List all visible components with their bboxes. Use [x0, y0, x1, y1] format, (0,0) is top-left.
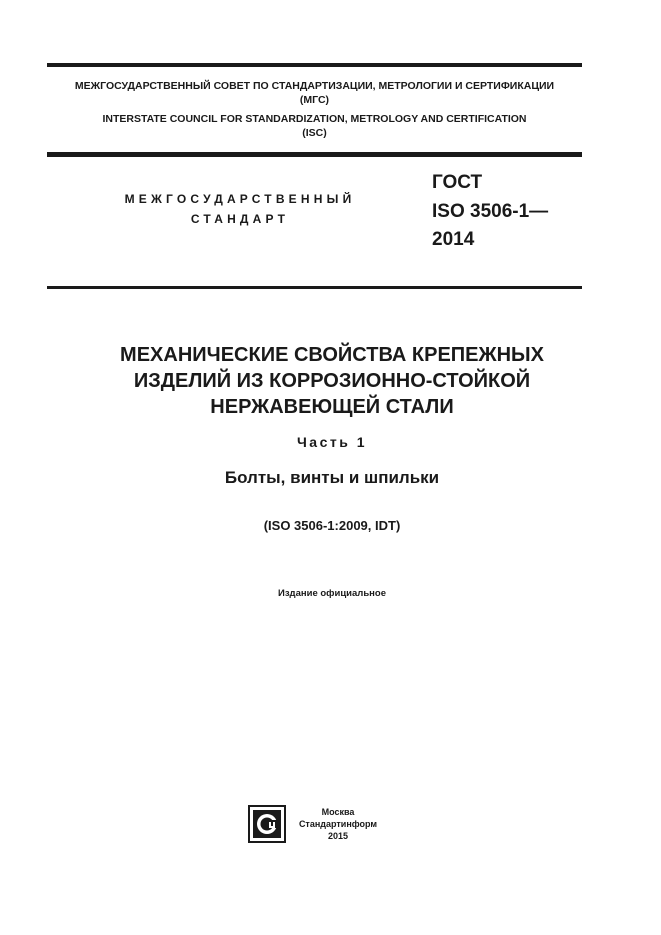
- middle-rule: [47, 152, 582, 157]
- council-abbr-en: (ISC): [302, 127, 327, 139]
- council-name-ru: МЕЖГОСУДАРСТВЕННЫЙ СОВЕТ ПО СТАНДАРТИЗАЦИИ, МЕТРОЛОГИИ И СЕРТИФИКАЦИИ: [74, 80, 555, 92]
- document-title-line-3: НЕРЖАВЕЮЩЕЙ СТАЛИ: [210, 396, 454, 418]
- part-number: Часть 1: [296, 434, 368, 450]
- publisher-name: Стандартинформ: [298, 819, 378, 829]
- lower-rule: [47, 286, 582, 289]
- iso-reference: (ISO 3506-1:2009, IDT): [263, 518, 401, 533]
- publisher-city: Москва: [321, 807, 355, 817]
- council-abbr-ru: (МГС): [299, 94, 330, 106]
- document-title-line-2: ИЗДЕЛИЙ ИЗ КОРРОЗИОННО-СТОЙКОЙ: [133, 370, 531, 392]
- gost-designation-line-3: 2014: [432, 229, 475, 250]
- edition-note: Издание официальное: [278, 588, 386, 599]
- standard-type-line-1: МЕЖГОСУДАРСТВЕННЫЙ: [124, 192, 356, 206]
- publication-year: 2015: [327, 831, 349, 841]
- top-rule: [47, 63, 582, 67]
- document-title-line-1: МЕХАНИЧЕСКИЕ СВОЙСТВА КРЕПЕЖНЫХ: [120, 344, 544, 366]
- council-name-en: INTERSTATE COUNCIL FOR STANDARDIZATION, METROLOGY AND CERTIFICATION: [102, 113, 527, 125]
- gost-designation-line-1: ГОСТ: [432, 172, 483, 193]
- standartinform-logo-icon: [248, 805, 286, 843]
- standard-type-line-2: СТАНДАРТ: [190, 212, 290, 226]
- gost-designation-line-2: ISO 3506-1—: [432, 201, 549, 222]
- part-subtitle: Болты, винты и шпильки: [224, 468, 440, 487]
